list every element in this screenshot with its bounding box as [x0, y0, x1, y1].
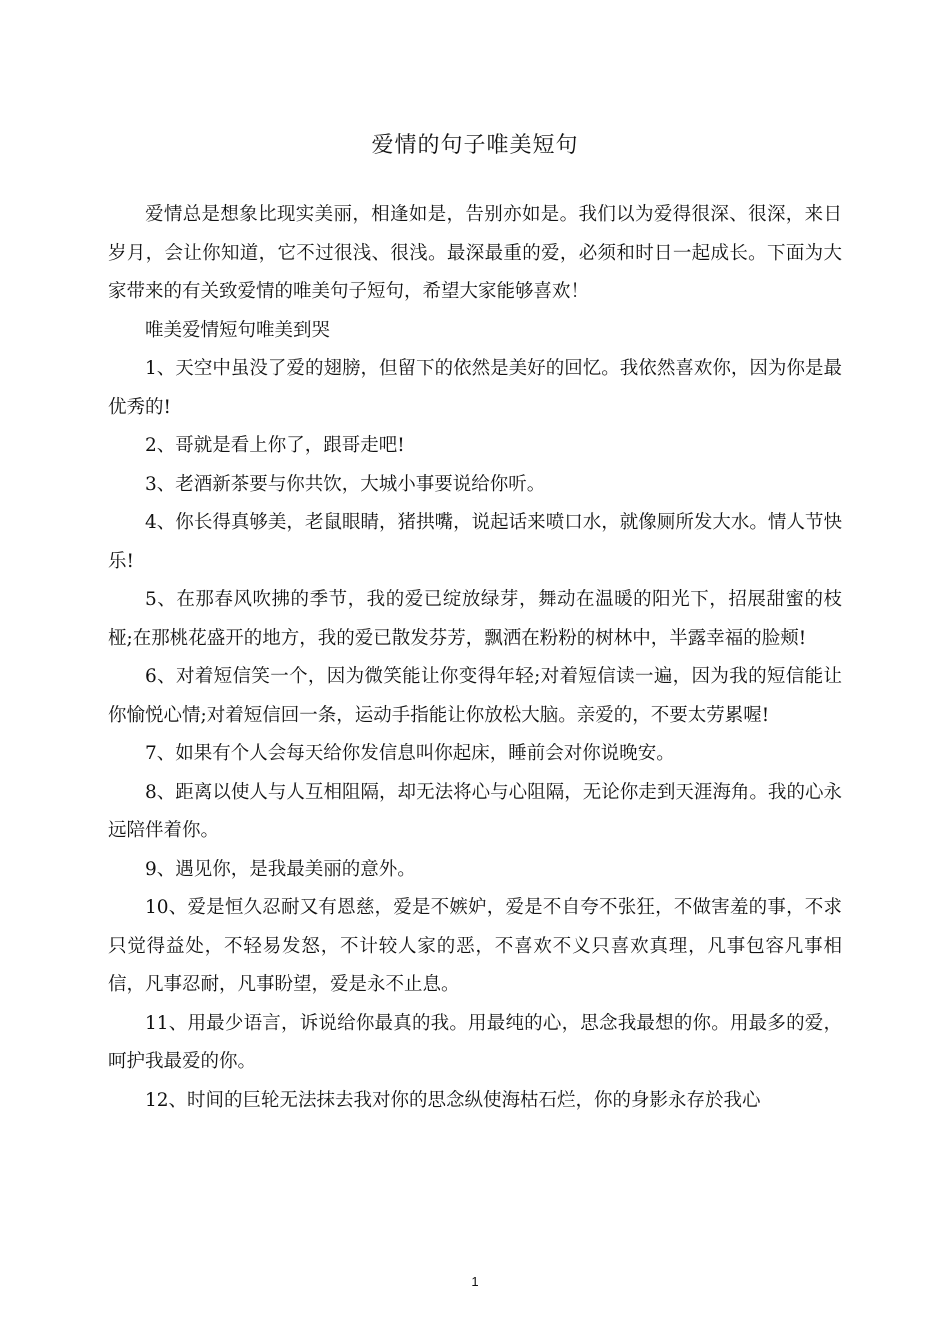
document-title: 爱情的句子唯美短句	[371, 133, 579, 158]
list-item: 1、天空中虽没了爱的翅膀，但留下的依然是美好的回忆。我依然喜欢你，因为你是最优秀的!	[108, 358, 842, 418]
list-item: 9、遇见你，是我最美丽的意外。	[145, 858, 416, 880]
list-item: 7、如果有个人会每天给你发信息叫你起床，睡前会对你说晚安。	[145, 743, 675, 764]
page-number: 1	[471, 1274, 479, 1289]
list-item: 8、距离以使人与人互相阻隔，却无法将心与心阻隔，无论你走到天涯海角。我的心永远陪伴着你。	[108, 781, 842, 841]
list-item: 2、哥就是看上你了，跟哥走吧!	[145, 435, 405, 456]
list-item: 10、爱是恒久忍耐又有恩慈，爱是不嫉妒，爱是不自夸不张狂，不做害羞的事，不求只觉得益处，不轻易发怒，不计较人家的恶，不喜欢不义只喜欢真理，凡事包容凡事相信，凡事忍耐，凡事盼望，爱是永不止息。	[108, 897, 842, 995]
list-item: 5、在那春风吹拂的季节，我的爱已绽放绿芽，舞动在温暖的阳光下，招展甜蜜的枝桠;在那桃花盛开的地方，我的爱已散发芬芳，飘洒在粉粉的树林中，半露幸福的脸颊!	[108, 589, 842, 649]
list-item: 3、老酒新茶要与你共饮，大城小事要说给你听。	[145, 473, 546, 495]
document-body	[108, 196, 842, 1120]
paragraph-intro: 爱情总是想象比现实美丽，相逢如是，告别亦如是。我们以为爱得很深、很深，来日岁月，会让你知道，它不过很浅、很浅。最深最重的爱，必须和时日一起成长。下面为大家带来的有关致爱情的唯美句子短句，希望大家能够喜欢！	[108, 204, 842, 302]
list-item: 6、对着短信笑一个，因为微笑能让你变得年轻;对着短信读一遍，因为我的短信能让你愉悦心情;对着短信回一条，运动手指能让你放松大脑。亲爱的，不要太劳累喔!	[108, 666, 842, 726]
list-item: 4、你长得真够美，老鼠眼睛，猪拱嘴，说起话来喷口水，就像厕所发大水。情人节快乐!	[108, 512, 842, 572]
list-item: 11、用最少语言，诉说给你最真的我。用最纯的心，思念我最想的你。用最多的爱，呵护我最爱的你。	[108, 1012, 842, 1072]
section-heading: 唯美爱情短句唯美到哭	[145, 319, 331, 341]
list-item: 12、时间的巨轮无法抹去我对你的思念纵使海枯石烂，你的身影永存於我心	[145, 1089, 761, 1111]
